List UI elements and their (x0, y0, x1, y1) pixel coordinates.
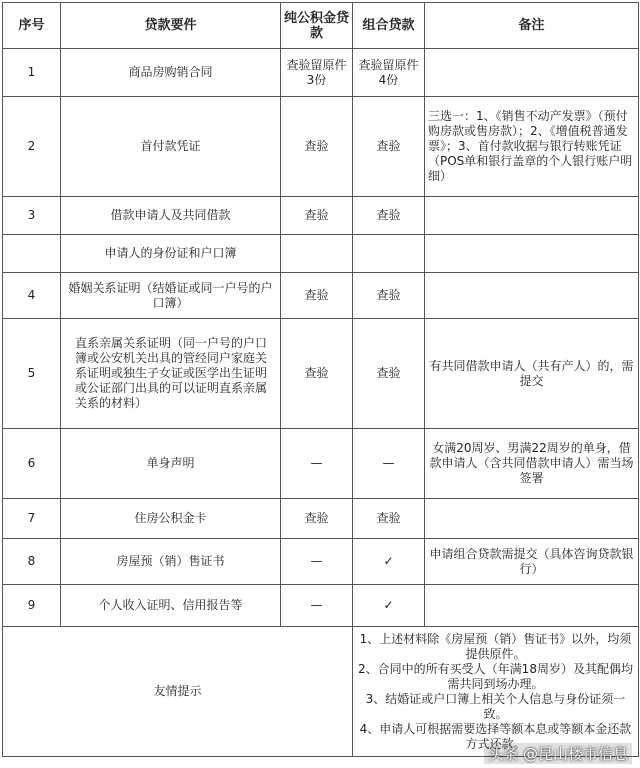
header-requirement: 贷款要件 (61, 3, 281, 49)
row-no: 8 (3, 539, 61, 585)
row-combo-loan: 查验 (353, 197, 425, 235)
row-requirement: 直系亲属关系证明（同一户号的户口簿或公安机关出具的管经同户家庭关系证明或独生子女证或医学出生证明或公证部门出具的可以证明直系亲属关系的材料） (61, 319, 281, 429)
row-requirement: 申请人的身份证和户口簿 (61, 235, 281, 273)
row-no: 3 (3, 197, 61, 235)
tip-item: 3、结婚证或户口簿上相关个人信息与身份证须一致。 (365, 691, 626, 721)
table-row (3, 499, 639, 539)
tip-item: 2、合同中的所有买受人（年满18周岁）及其配偶均需共同到场办理。 (358, 661, 633, 691)
row-no: 1 (3, 49, 61, 97)
watermark: 头条 @昆山楼市信息 (484, 743, 632, 764)
tips-label: 友情提示 (3, 627, 353, 757)
row-fund-loan: 查验 (281, 499, 353, 539)
row-note: 申请组合贷款需提交（具体咨询贷款银行） (425, 539, 639, 585)
row-requirement: 个人收入证明、信用报告等 (61, 585, 281, 627)
table-row (3, 235, 639, 273)
header-row (3, 3, 639, 49)
row-requirement: 住房公积金卡 (61, 499, 281, 539)
row-combo-loan: 查验 (353, 319, 425, 429)
row-requirement: 房屋预（销）售证书 (61, 539, 281, 585)
header-combo-loan: 组合贷款 (353, 3, 425, 49)
row-combo-loan: 查验 (353, 273, 425, 319)
row-note (425, 273, 639, 319)
tip-item: 1、上述材料除《房屋预（销）售证书》以外，均须提供原件。 (359, 631, 632, 661)
row-note: 女满20周岁、男满22周岁的单身，借款申请人（含共同借款申请人）需当场签署 (425, 429, 639, 499)
table-row (3, 273, 639, 319)
row-note (425, 585, 639, 627)
row-fund-loan: 查验 (281, 319, 353, 429)
tips-content (353, 627, 639, 757)
row-requirement: 单身声明 (61, 429, 281, 499)
row-no: 6 (3, 429, 61, 499)
tips-row (3, 627, 639, 757)
row-combo-loan: ✓ (353, 539, 425, 585)
row-fund-loan: — (281, 585, 353, 627)
row-fund-loan: 查验 (281, 273, 353, 319)
header-no: 序号 (3, 3, 61, 49)
row-no: 5 (3, 319, 61, 429)
row-no (3, 235, 61, 273)
row-no: 9 (3, 585, 61, 627)
table-row (3, 539, 639, 585)
row-fund-loan (281, 235, 353, 273)
row-combo-loan: ✓ (353, 585, 425, 627)
row-combo-loan: 查验 (353, 499, 425, 539)
table-row (3, 197, 639, 235)
row-requirement: 首付款凭证 (61, 97, 281, 197)
row-fund-loan: — (281, 429, 353, 499)
row-combo-loan: 查验 (353, 97, 425, 197)
table-row (3, 97, 639, 197)
row-requirement: 商品房购销合同 (61, 49, 281, 97)
row-combo-loan: — (353, 429, 425, 499)
row-combo-loan: 查验留原件4份 (353, 49, 425, 97)
row-note (425, 197, 639, 235)
table-row (3, 319, 639, 429)
table-row (3, 585, 639, 627)
row-fund-loan: 查验 (281, 97, 353, 197)
row-combo-loan (353, 235, 425, 273)
table-row (3, 49, 639, 97)
row-requirement: 婚姻关系证明（结婚证或同一户号的户口簿） (61, 273, 281, 319)
row-note (425, 235, 639, 273)
loan-documents-table (2, 2, 639, 757)
row-no: 7 (3, 499, 61, 539)
header-fund-loan: 纯公积金贷款 (281, 3, 353, 49)
row-fund-loan: 查验 (281, 197, 353, 235)
row-fund-loan: — (281, 539, 353, 585)
row-no: 2 (3, 97, 61, 197)
header-note: 备注 (425, 3, 639, 49)
row-requirement: 借款申请人及共同借款 (61, 197, 281, 235)
table-row (3, 429, 639, 499)
row-note: 有共同借款申请人（共有产人）的，需提交 (425, 319, 639, 429)
row-note (425, 499, 639, 539)
row-note: 三选一：1、《销售不动产发票》（预付购房款或售房款）；2、《增值税普通发票》；3、首付款收据与银行转账凭证（POS单和银行盖章的个人银行账户明细） (425, 97, 639, 197)
row-no: 4 (3, 273, 61, 319)
row-note (425, 49, 639, 97)
tip-item: 4、申请人可根据需要选择等额本息或等额本金还款方式还款。 (359, 721, 632, 751)
row-fund-loan: 查验留原件3份 (281, 49, 353, 97)
